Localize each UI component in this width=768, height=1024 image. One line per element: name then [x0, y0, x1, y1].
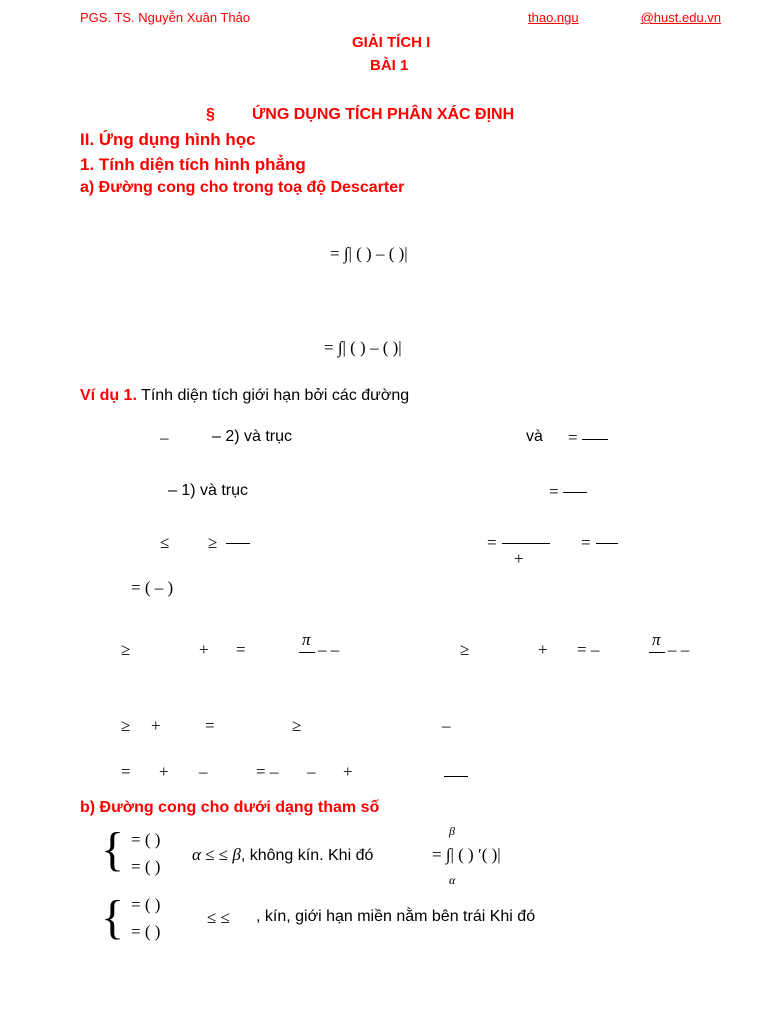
heading-cartesian: a) Đường cong cho trong toạ độ Descarter	[80, 179, 405, 196]
heading-area: 1. Tính diện tích hình phẳng	[80, 155, 306, 174]
example-text: Tính diện tích giới hạn bởi các đường	[141, 387, 410, 404]
ex1-line7-a: =	[121, 762, 131, 781]
ex1-line5-b: +	[199, 640, 209, 659]
ex1-line4: = ( – )	[131, 578, 174, 597]
ex1-line5-f: +	[538, 640, 548, 659]
ex1-line3-b: ≥	[208, 533, 218, 552]
ex1-line2-a: – 1) và trục	[168, 482, 249, 499]
left-brace: {	[101, 891, 125, 944]
ex1-line7-d: = –	[256, 762, 279, 781]
param2-y-eq: = ( )	[131, 922, 161, 941]
ex1-line7-c: –	[199, 762, 208, 781]
ex1-line3-d: +	[514, 549, 524, 568]
ex1-line7-e: –	[307, 762, 316, 781]
author-name: PGS. TS. Nguyễn Xuân Thảo	[80, 10, 251, 25]
ex1-line7-b: +	[159, 762, 169, 781]
ex1-line5-g: = –	[577, 640, 600, 659]
ex1-line1-b: – 2) và trục	[212, 428, 293, 445]
ex1-line6-e: –	[442, 716, 451, 735]
ex1-line3-a: ≤	[160, 533, 170, 552]
area-formula-y: = ∫| ( ) – ( )|	[324, 338, 402, 357]
fraction-bar	[299, 652, 315, 653]
ex1-line1-d: =	[568, 428, 578, 447]
integral-upper-limit: β	[449, 824, 455, 838]
heading-parametric: b) Đường cong cho dưới dạng tham số	[80, 799, 380, 816]
ex1-line6-c: =	[205, 716, 215, 735]
email-user: thao.ngu	[528, 10, 579, 25]
ex1-line1-a: –	[160, 428, 169, 447]
fraction-bar	[226, 543, 250, 544]
fraction-bar	[582, 439, 608, 440]
author-email[interactable]	[528, 10, 722, 25]
param-condition-1	[192, 845, 373, 865]
area-formula-x: = ∫| ( ) – ( )|	[330, 244, 408, 263]
condition-text: , không kín. Khi đó	[240, 847, 374, 864]
param-area-formula: = ∫| ( ) ′( )|	[432, 845, 501, 864]
le-signs: ≤ ≤	[200, 845, 233, 864]
lesson-title: BÀI 1	[370, 57, 409, 74]
example-1	[80, 387, 409, 405]
ex1-line5-h: – –	[668, 640, 690, 659]
ex1-line6-b: +	[151, 716, 161, 735]
condition-2-text: , kín, giới hạn miền nằm bên trái Khi đó	[256, 908, 536, 925]
ex1-line5-e: ≥	[460, 640, 470, 659]
ex1-line5-d: – –	[318, 640, 340, 659]
ex1-line1-c: và	[526, 428, 543, 445]
pi-symbol: π	[652, 630, 661, 649]
beta-symbol: β	[232, 845, 241, 864]
param-x-eq: = ( )	[131, 830, 161, 849]
ex1-line3-c: =	[487, 533, 497, 552]
ex1-line7-f: +	[343, 762, 353, 781]
ex1-line6-a: ≥	[121, 716, 131, 735]
param-y-eq: = ( )	[131, 857, 161, 876]
left-brace: {	[101, 823, 125, 876]
example-label: Ví dụ 1.	[80, 387, 137, 404]
heading-geometric: II. Ứng dụng hình học	[80, 130, 256, 149]
integral-lower-limit: α	[449, 873, 456, 887]
section-symbol: §	[206, 106, 215, 123]
course-title: GIẢI TÍCH I	[352, 34, 431, 51]
fraction-bar	[444, 776, 468, 777]
alpha-symbol: α	[192, 845, 201, 864]
ex1-line6-d: ≥	[292, 716, 302, 735]
fraction-bar	[596, 543, 618, 544]
fraction-bar	[502, 543, 550, 544]
fraction-bar	[649, 652, 665, 653]
fraction-bar	[563, 492, 587, 493]
pi-symbol: π	[302, 630, 311, 649]
email-domain: @hust.edu.vn	[640, 10, 722, 25]
param-condition-2: ≤ ≤	[207, 908, 230, 927]
param2-x-eq: = ( )	[131, 895, 161, 914]
ex1-line2-b: =	[549, 482, 559, 501]
section-heading: ỨNG DỤNG TÍCH PHÂN XÁC ĐỊNH	[252, 106, 515, 123]
ex1-line3-e: =	[581, 533, 591, 552]
ex1-line5-c: =	[236, 640, 246, 659]
ex1-line5-a: ≥	[121, 640, 131, 659]
